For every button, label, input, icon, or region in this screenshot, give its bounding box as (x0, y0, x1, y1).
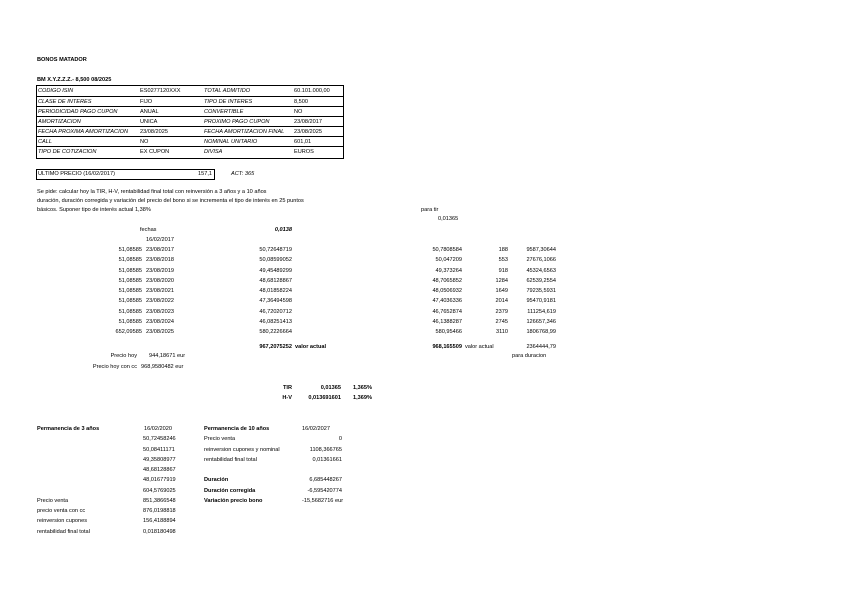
present-value-tir: 46,1388287 (432, 319, 462, 325)
info-value: 60.101.000,00 (294, 88, 330, 94)
cash-flow: 51,08585 (118, 257, 142, 263)
present-value: 46,72020712 (259, 309, 292, 315)
statement-line: duración, duración corregida y variación del precio del bono si se incrementa el tipo de interés en 25 puntos (37, 198, 304, 204)
weighted-value: 27676,1066 (526, 257, 556, 263)
info-label: PERIODICIDAD PAGO CUPON (38, 109, 118, 115)
last-price-value: 157,1 (198, 171, 212, 177)
info-row (37, 146, 343, 157)
info-label: CODIGO ISIN (38, 88, 74, 94)
variacion-precio-value: -15,5682716 eur (302, 498, 344, 504)
perm10-label: Permanencia de 10 años (204, 426, 270, 432)
days: 2745 (495, 319, 508, 325)
last-price-label: ULTIMO PRECIO (16/02/2017) (38, 171, 115, 177)
flow-date: 23/08/2024 (146, 319, 174, 325)
flow-date: 23/08/2018 (146, 257, 174, 263)
info-row (37, 86, 343, 96)
hv-value: 0,013691601 (308, 395, 341, 401)
flow-date: 23/08/2025 (146, 329, 174, 335)
info-label: CLASE DE INTERES (38, 99, 92, 105)
duracion-label: Duración (204, 477, 229, 483)
weighted-value: 9587,30644 (526, 247, 556, 253)
info-label: NOMINAL UNITARIO (204, 139, 258, 145)
present-value: 50,72648719 (259, 247, 292, 253)
days: 2014 (495, 298, 508, 304)
info-label: TOTAL ADMITIDO (204, 88, 251, 94)
perm3-value: 48,68128867 (143, 467, 176, 473)
info-label: TIPO DE COTIZACION (38, 149, 97, 155)
present-value: 47,36494598 (259, 298, 292, 304)
flow-date: 23/08/2021 (146, 288, 174, 294)
perm10-row-label: rentabilidad final total (204, 457, 257, 463)
info-value: EUROS (294, 149, 314, 155)
cash-flow: 51,08585 (118, 319, 142, 325)
perm3-row-label: precio venta con cc (37, 508, 86, 514)
info-value: ANUAL (140, 109, 159, 115)
info-value: 601,01 (294, 139, 312, 145)
days: 553 (498, 257, 508, 263)
act-label: ACT: 365 (231, 171, 255, 177)
cash-flow: 51,08585 (118, 298, 142, 304)
present-value-tir: 50,047209 (435, 257, 462, 263)
variacion-precio-label: Variación precio bono (204, 498, 263, 504)
flow-date: 23/08/2019 (146, 268, 174, 274)
precio-hoy-label: Precio hoy (110, 353, 137, 359)
weighted-value: 1806768,99 (526, 329, 556, 335)
rate-value: 0,0138 (274, 227, 292, 233)
bond-info-table (36, 85, 344, 159)
present-value-label: valor actual (295, 344, 327, 350)
info-value: EX CUPON (140, 149, 170, 155)
perm3-value: 49,35808977 (143, 457, 176, 463)
info-label: FECHA AMORTIZACION FINAL (204, 129, 285, 135)
present-value-tir: 50,7808584 (432, 247, 462, 253)
present-value: 50,08599052 (259, 257, 292, 263)
days: 918 (498, 268, 508, 274)
weighted-value: 126657,346 (526, 319, 556, 325)
days: 1284 (495, 278, 508, 284)
weighted-value-total: 2364444,79 (526, 344, 556, 350)
perm3-value: 48,01677919 (143, 477, 176, 483)
perm3-row-value: 0,018180498 (143, 529, 176, 535)
statement-line: Se pide: calcular hoy la TIR, H-V, rentabilidad final total con reinversión a 3 años y a 10 años (37, 189, 267, 195)
perm10-row-value: 0 (338, 436, 342, 442)
cash-flow: 51,08585 (118, 278, 142, 284)
present-value-tir: 48,7065852 (432, 278, 462, 284)
tir-percent: 1,365% (353, 385, 372, 391)
info-value: NO (140, 139, 149, 145)
perm10-row-value: 1108,366765 (309, 447, 342, 453)
perm3-value: 50,72458246 (143, 436, 176, 442)
perm3-label: Permanencia de 3 años (37, 426, 100, 432)
statement-line: básicos. Suponer tipo de interés actual 1,38% (37, 207, 151, 213)
present-value-tir: 47,4036336 (432, 298, 462, 304)
perm10-row-label: reinversion cupones y nominal (204, 447, 280, 453)
present-value: 580,2226664 (259, 329, 292, 335)
perm3-row-label: Precio venta (37, 498, 69, 504)
info-value: UNICA (140, 119, 158, 125)
info-value: 23/08/2025 (140, 129, 168, 135)
flow-date: 23/08/2020 (146, 278, 174, 284)
present-value: 48,01858224 (259, 288, 292, 294)
flow-date: 23/08/2023 (146, 309, 174, 315)
info-label: AMORTIZACION (38, 119, 81, 125)
info-label: CALL (38, 139, 52, 145)
perm3-row-value: 876,0198818 (143, 508, 176, 514)
weighted-value: 79235,5931 (526, 288, 556, 294)
perm3-row-value: 156,4188894 (143, 518, 176, 524)
present-value: 49,45489299 (259, 268, 292, 274)
para-duracion-label: para duracion (512, 353, 547, 359)
present-value-tir: 49,373264 (435, 268, 462, 274)
cash-flow: 51,08585 (118, 288, 142, 294)
perm3-row-label: reinversion cupones (37, 518, 88, 524)
tir-label: TIR (282, 385, 292, 391)
weighted-value: 95470,9181 (526, 298, 556, 304)
precio-hoy-cc-value: 968,9580482 eur (141, 364, 184, 370)
info-label: FECHA PROXIMA AMORTIZACION (38, 129, 129, 135)
duracion-corregida-label: Duración corregida (204, 488, 256, 494)
weighted-value: 111254,619 (527, 309, 556, 315)
present-value-tir-total: 968,165509 (432, 344, 462, 350)
cash-flow: 652,09585 (115, 329, 142, 335)
present-value-tir: 580,95466 (435, 329, 462, 335)
weighted-value: 45324,6563 (526, 268, 556, 274)
para-tir-label: para tir (421, 207, 439, 213)
bond-name: BM X.Y.Z.Z.Z.- 8,500 08/2025 (37, 77, 112, 83)
hv-label: H-V (282, 395, 292, 401)
weighted-value: 62539,2554 (526, 278, 556, 284)
info-value: 8,500 (294, 99, 308, 105)
flow-date: 23/08/2017 (146, 247, 174, 253)
para-tir-value: 0,01365 (438, 216, 459, 222)
days: 1649 (495, 288, 508, 294)
perm3-row-label: rentabilidad final total (37, 529, 90, 535)
last-price-box (36, 169, 215, 180)
cash-flow: 51,08585 (118, 247, 142, 253)
fechas-label: fechas (140, 227, 157, 233)
present-value: 46,08251413 (259, 319, 292, 325)
flow-date: 23/08/2022 (146, 298, 174, 304)
duracion-corregida-value: -6,595420774 (307, 488, 342, 494)
days: 3110 (495, 329, 508, 335)
present-value-tir: 48,0506932 (432, 288, 462, 294)
precio-hoy-value: 944,18671 eur (149, 353, 186, 359)
info-label: TIPO DE INTERES (204, 99, 253, 105)
sheet-title: BONOS MATADOR (37, 57, 87, 63)
info-value: 23/08/2025 (294, 129, 322, 135)
info-label: CONVERTIBLE (204, 109, 244, 115)
info-value: FIJO (140, 99, 153, 105)
tir-value: 0,01365 (320, 385, 341, 391)
perm3-date: 16/02/2020 (144, 426, 172, 432)
info-value: ES0277120XXX (140, 88, 181, 94)
start-date: 16/02/2017 (146, 237, 174, 243)
cash-flow: 51,08585 (118, 268, 142, 274)
info-value: NO (294, 109, 303, 115)
present-value: 48,68128867 (259, 278, 292, 284)
days: 2379 (495, 309, 508, 315)
perm10-row-label: Precio venta (204, 436, 236, 442)
perm10-date: 16/02/2027 (302, 426, 330, 432)
info-value: 23/08/2017 (294, 119, 322, 125)
days: 188 (498, 247, 508, 253)
perm3-value: 50,08411171 (143, 447, 175, 453)
perm3-row-value: 851,3866548 (143, 498, 176, 504)
present-value-total: 967,2075252 (259, 344, 292, 350)
hv-percent: 1,369% (353, 395, 372, 401)
duracion-value: 6,685448267 (309, 477, 342, 483)
precio-hoy-cc-label: Precio hoy con cc (92, 364, 137, 370)
perm10-row-value: 0,01361661 (312, 457, 342, 463)
info-label: PROXIMO PAGO CUPON (204, 119, 270, 125)
perm3-value: 604,5769025 (143, 488, 176, 494)
info-label: DIVISA (204, 149, 223, 155)
present-value-tir: 46,7652874 (432, 309, 462, 315)
cash-flow: 51,08585 (118, 309, 142, 315)
present-value-tir-label: valor actual (465, 344, 494, 350)
